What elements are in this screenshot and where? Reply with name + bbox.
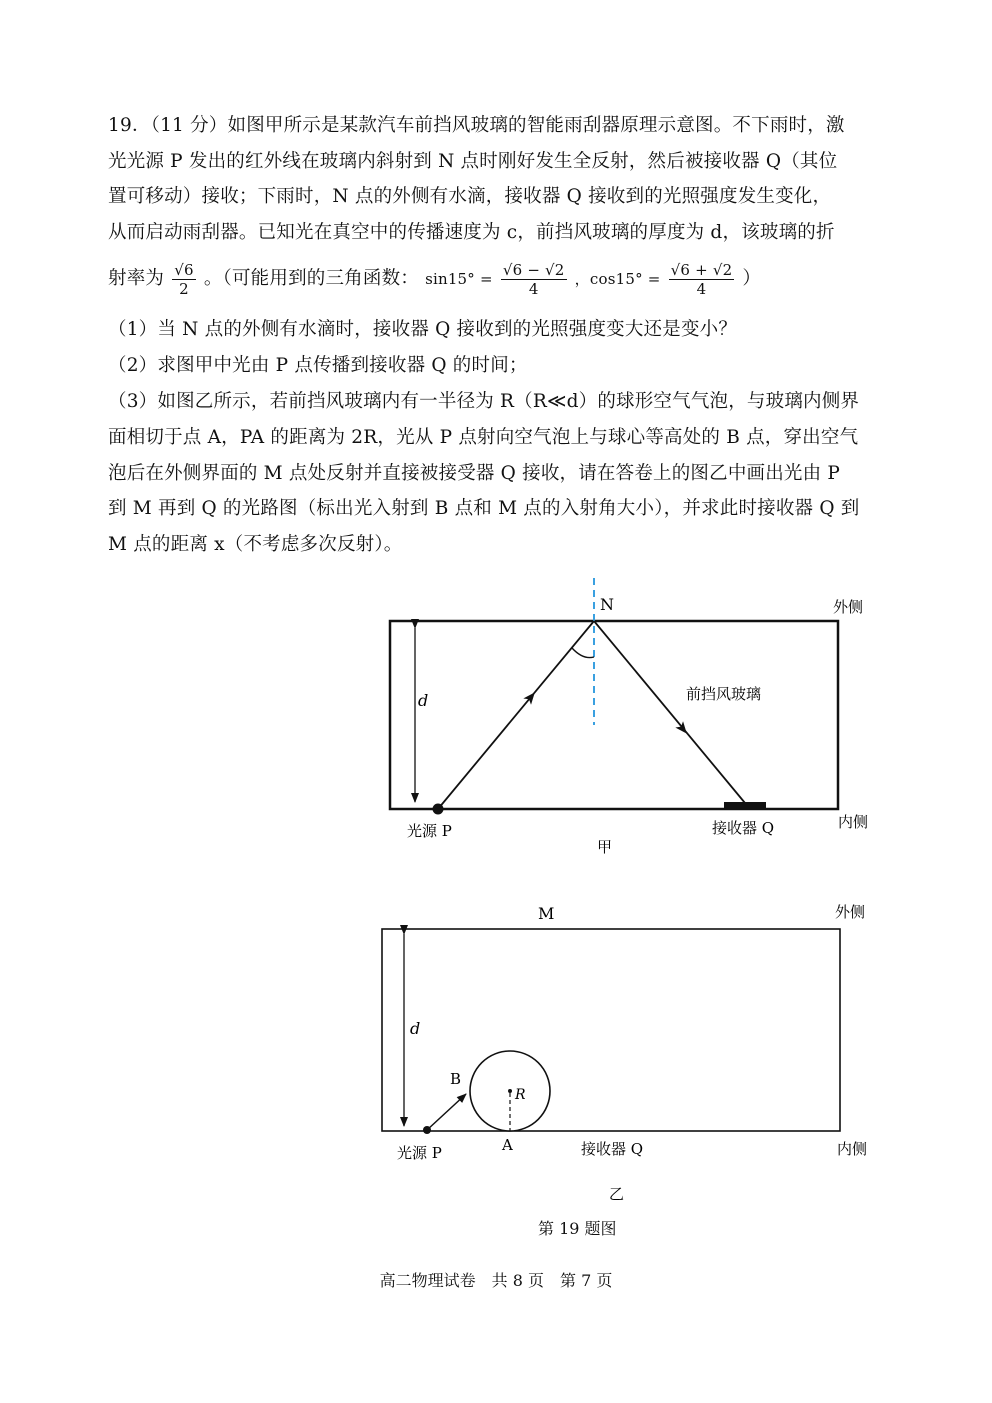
receiver-label: 接收器 Q — [581, 1140, 644, 1158]
figure-yi-caption: 乙 — [609, 1185, 625, 1203]
figure-yi — [0, 895, 992, 1205]
radius-r-label: R — [515, 1087, 526, 1103]
point-m-label: M — [538, 904, 555, 923]
question-part-3-line-2: 面相切于点 A，PA 的距离为 2R，光从 P 点射向空气泡上与球心等高处的 B 点，穿出空气 — [108, 427, 859, 448]
closing-paren: ） — [742, 268, 762, 289]
frac-numerator: √6 — [174, 260, 194, 279]
cos-label: ，cos15° = — [574, 270, 661, 288]
frac-denominator: 4 — [528, 279, 539, 298]
receiver-label: 接收器 Q — [712, 819, 775, 837]
refractive-index-label: 射率为 — [108, 268, 165, 289]
thickness-d-label: d — [410, 1019, 421, 1038]
question-line-1: 19．（11 分）如图甲所示是某款汽车前挡风玻璃的智能雨刮器原理示意图。不下雨时，激 — [108, 115, 845, 136]
figure-caption: 第 19 题图 — [538, 1219, 617, 1238]
point-a-label: A — [502, 1136, 513, 1154]
question-part-3-line-4: 到 M 再到 Q 的光路图（标出光入射到 B 点和 M 点的入射角大小），并求此时接收器 Q 到 — [108, 498, 860, 519]
sin-label: sin15° = — [425, 270, 493, 288]
reflected-ray — [594, 621, 745, 803]
question-line-5 — [108, 259, 888, 299]
question-line-2: 光光源 P 发出的红外线在玻璃内斜射到 N 点时刚好发生全反射，然后被接收器 Q（其位 — [108, 151, 838, 172]
light-source-dot — [433, 804, 444, 815]
figure-jia — [0, 570, 992, 860]
question-part-3-line-5: M 点的距离 x（不考虑多次反射）。 — [108, 534, 403, 555]
glass-rectangle — [390, 621, 838, 809]
critical-angle-arc — [572, 648, 594, 658]
outer-side-label: 外侧 — [835, 903, 866, 921]
bubble-center — [508, 1089, 512, 1093]
inner-side-label: 内侧 — [838, 813, 869, 831]
frac-denominator: 4 — [696, 279, 707, 298]
page-footer: 高二物理试卷 共 8 页 第 7 页 — [379, 1271, 613, 1290]
receiver-block — [724, 802, 766, 810]
glass-rectangle — [382, 929, 840, 1131]
outer-side-label: 外侧 — [833, 598, 864, 616]
question-line-3: 置可移动）接收；下雨时，N 点的外侧有水滴，接收器 Q 接收到的光照强度发生变化， — [108, 186, 832, 207]
trig-hint-label: 。（可能用到的三角函数： — [203, 268, 419, 289]
incident-ray — [438, 621, 594, 809]
windshield-label: 前挡风玻璃 — [686, 685, 762, 703]
question-part-2: （2）求图甲中光由 P 点传播到接收器 Q 的时间； — [108, 355, 528, 376]
frac-numerator: √6 + √2 — [670, 260, 733, 279]
frac-denominator: 2 — [179, 279, 189, 298]
question-line-4: 从而启动雨刮器。已知光在真空中的传播速度为 c，前挡风玻璃的厚度为 d，该玻璃的折 — [108, 222, 835, 243]
inner-side-label: 内侧 — [837, 1140, 868, 1158]
frac-numerator: √6 − √2 — [502, 260, 565, 279]
sin-fraction — [501, 261, 567, 298]
question-part-3-line-1: （3）如图乙所示，若前挡风玻璃内有一半径为 R（R≪d）的球形空气气泡，与玻璃内侧界 — [108, 391, 860, 412]
incident-ray — [427, 1094, 466, 1130]
thickness-d-label: d — [418, 691, 429, 710]
figure-jia-caption: 甲 — [597, 838, 613, 856]
point-b-label: B — [450, 1070, 462, 1088]
light-source-dot — [423, 1126, 431, 1134]
point-n-label: N — [600, 595, 614, 614]
light-source-label: 光源 P — [397, 1144, 442, 1162]
light-source-label: 光源 P — [407, 822, 452, 840]
refractive-index-fraction — [172, 261, 196, 298]
question-part-1: （1）当 N 点的外侧有水滴时，接收器 Q 接收到的光照强度变大还是变小？ — [108, 319, 738, 340]
cos-fraction — [669, 261, 735, 298]
question-part-3-line-3: 泡后在外侧界面的 M 点处反射并直接被接受器 Q 接收，请在答卷上的图乙中画出光由 P — [108, 463, 841, 484]
